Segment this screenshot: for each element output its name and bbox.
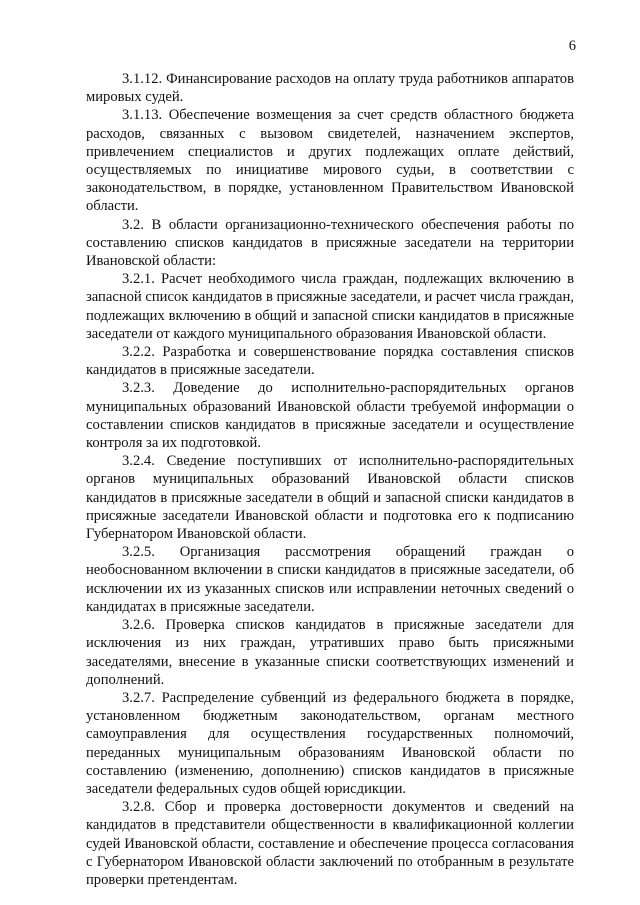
paragraph-3-2-5: 3.2.5. Организация рассмотрения обращений граждан о необоснованном включении в списки кандидатов в присяжные заседатели, об исключении их из указанных списков или исправлении неточных сведений о кандидатах в присяжные заседатели. — [86, 544, 574, 615]
paragraph-3-2-1: 3.2.1. Расчет необходимого числа граждан, подлежащих включению в запасной список кандидатов в присяжные заседатели, и расчет числа граждан, подлежащих включению в общий и запасной списки кандидатов в присяжные заседатели от каждого муниципального образования Ивановской области. — [86, 271, 574, 342]
page-number: 6 — [568, 38, 576, 54]
paragraph-3-2-3: 3.2.3. Доведение до исполнительно-распорядительных органов муниципальных образований Ивановской области требуемой информации о составлении списков кандидатов в присяжные заседатели и осуществление контроля за их подготовкой. — [86, 380, 574, 452]
paragraph-3-2-4: 3.2.4. Сведение поступивших от исполнительно-распорядительных органов муниципальных образований Ивановской области списков кандидатов в присяжные заседатели в общий и запасной списки кандидатов в присяжные заседатели Ивановской области и подготовка его к подписанию Губернатором Ивановской области. — [86, 453, 574, 543]
paragraph-3-1-13: 3.1.13. Обеспечение возмещения за счет средств областного бюджета расходов, связанных с вызовом свидетелей, назначением экспертов, привлечением специалистов и других подлежащих оплате действий, осуществляемых по инициативе мирового судьи, в соответствии с законодательством, в порядке, установленном Правительством Ивановской области. — [86, 107, 574, 215]
paragraph-3-2-6: 3.2.6. Проверка списков кандидатов в присяжные заседатели для исключения из них граждан, утративших право быть присяжными заседателями, внесение в указанные списки соответствующих изменений и дополнений. — [86, 617, 574, 688]
paragraph-3-2: 3.2. В области организационно-технического обеспечения работы по составлению списков кандидатов в присяжные заседатели на территории Ивановской области: — [86, 216, 574, 270]
paragraph-3-2-8: 3.2.8. Сбор и проверка достоверности документов и сведений на кандидатов в представители общественности в квалификационной коллегии судей Ивановской области, составление и обеспечение процесса согласования с Губернатором Ивановской области заключений по отобранным в результате проверки претендентам. — [86, 799, 574, 888]
paragraph-3-2-7: 3.2.7. Распределение субвенций из федерального бюджета в порядке, установленном бюджетным законодательством, органам местного самоуправления для осуществления государственных полномочий, переданных муниципальным образованиям Ивановской области по составлению (изменению, дополнению) списков кандидатов в присяжные заседатели федеральных судов общей юрисдикции. — [86, 689, 574, 797]
paragraph-3-1-12: 3.1.12. Финансирование расходов на оплату труда работников аппаратов мировых судей. — [86, 71, 574, 106]
paragraph-3-2-2: 3.2.2. Разработка и совершенствование порядка составления списков кандидатов в присяжные заседатели. — [86, 344, 574, 379]
document-body — [86, 70, 574, 889]
